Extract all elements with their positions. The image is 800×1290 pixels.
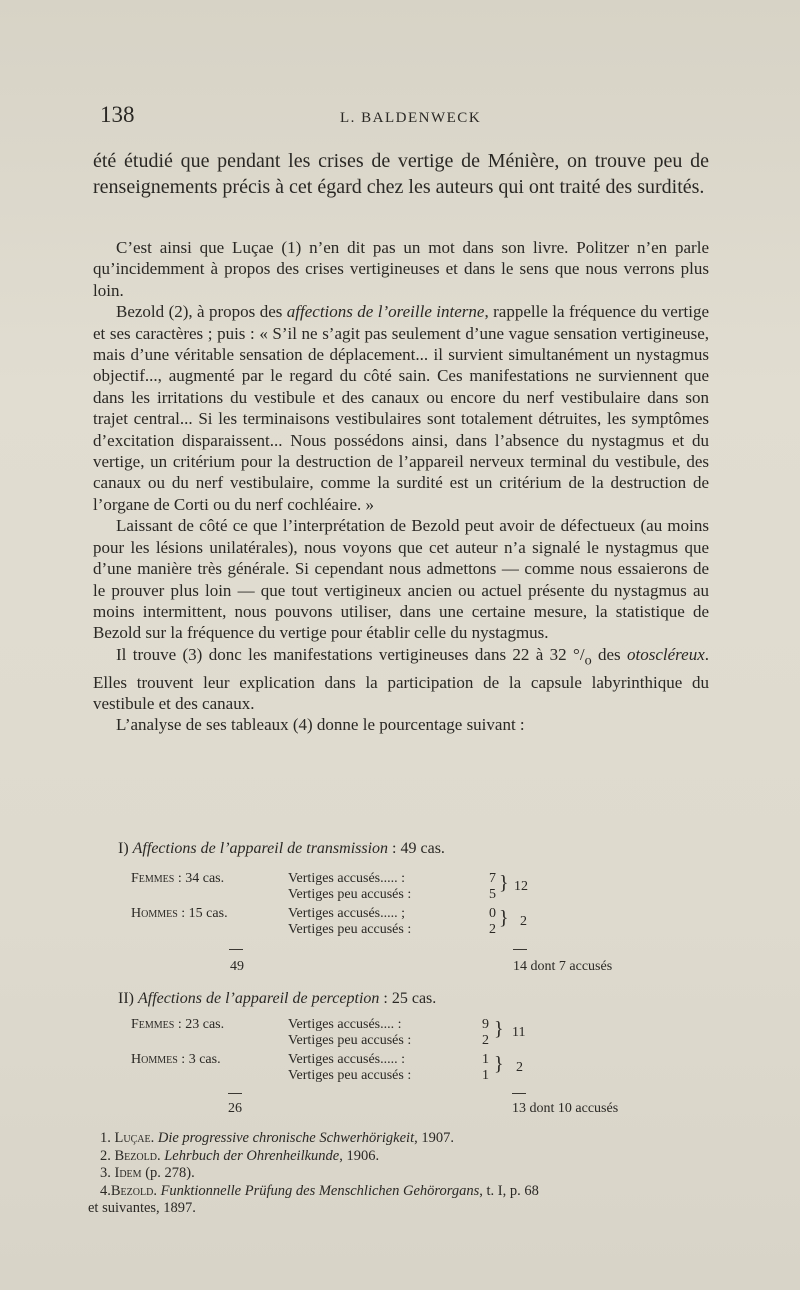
table1-sum-left: 49 xyxy=(230,959,244,974)
table2-value: 2 xyxy=(482,1033,489,1048)
paragraph-lucae: C’est ainsi que Luçae (1) n’en dit pas un mot dans son livre. Politzer n’en parle qu’incidemment à propos des crises vertigineuses et dans le sens que nous verrons plus loin. xyxy=(93,238,709,300)
table1-men-total: 2 xyxy=(520,914,527,929)
footnotes xyxy=(88,1130,728,1218)
table2-women-label: Femmes : 23 cas. xyxy=(131,1017,225,1032)
table2-men-total: 2 xyxy=(516,1060,523,1075)
table2-value: 1 xyxy=(482,1068,489,1083)
brace: } xyxy=(494,1053,504,1075)
paragraph-interpretation: Laissant de côté ce que l’interprétation de Bezold peut avoir de défectueux (au moins pour les lésions unilatérales), nous voyons que cet auteur n’a signalé le nystagmus que d’une manière très générale. Si cependant nous admettons — comme nous essaierons de le prouver plus loin — que tout vertigineux ancien ou actuel présente du nystagmus au moins intermittent, nous pouvons utiliser, dans une certaine mesure, la statistique de Bezold sur la fréquence du vertige pour établir celle du nystagmus. xyxy=(93,516,709,643)
brace: } xyxy=(499,907,509,929)
table2-value: 9 xyxy=(482,1017,489,1032)
table2-sum-left: 26 xyxy=(228,1101,242,1116)
paragraph-bezold: Bezold (2), à propos des affections de l’oreille interne, rappelle la fréquence du vertige et ses caractères ; puis : « S’il ne s’agit pas seulement d’une vague sensation vertigineuse, mais d’une véritable sensation de déplacement... il survient simultanément un nystagmus objectif..., augmenté par le regard du côté sain. Ces manifestations ne surviennent que dans les irritations du vestibule et des canaux ou encore du nerf vestibulaire dans son trajet central... Si les terminaisons vestibulaires sont totalement détruites, les symptômes d’excitation disparaissent... Nous possédons ainsi, dans l’absence du nystagmus et du vertige, un critérium pour la destruction de l’appareil nerveux terminal du vestibule, des canaux ou du nerf vestibulaire, comme la surdité est un critérium de la destruction de l’organe de Corti ou du nerf cochléaire. » xyxy=(93,302,709,514)
table1-row: Vertiges peu accusés : xyxy=(288,887,412,902)
table2-men-label: Hommes : 3 cas. xyxy=(131,1052,221,1067)
table1-value: 5 xyxy=(489,887,496,902)
paragraph-analysis: L’analyse de ses tableaux (4) donne le pourcentage suivant : xyxy=(116,715,525,735)
sum-rule xyxy=(512,1093,526,1094)
footnote-4: 4.Bezold. Funktionnelle Prüfung des Menschlichen Gehörorgans, t. I, p. 68 xyxy=(100,1182,539,1199)
paragraph-otosclerosis: Il trouve (3) donc les manifestations vertigineuses dans 22 à 32 $^\circ/_o$ des otoscléreux. Elles trouvent leur explication dans la participation de la capsule labyrinthique du vestibule et des canaux. xyxy=(93,644,709,713)
table1-value: 7 xyxy=(489,871,496,886)
footnote-4-continuation: et suivantes, 1897. xyxy=(88,1200,196,1217)
table1-value: 0 xyxy=(489,906,496,921)
running-header xyxy=(0,100,800,140)
table2-row: Vertiges accusés..... : xyxy=(288,1052,406,1067)
sum-rule xyxy=(513,949,527,950)
body-text xyxy=(93,237,709,736)
table2-sum-right: 13 dont 10 accusés xyxy=(512,1101,619,1116)
brace: } xyxy=(499,872,509,894)
table1-row: Vertiges peu accusés : xyxy=(288,922,412,937)
table1-women-total: 12 xyxy=(514,879,528,894)
table1-row: Vertiges accusés..... ; xyxy=(288,906,406,921)
table2-value: 1 xyxy=(482,1052,489,1067)
sum-rule xyxy=(228,1093,242,1094)
table2-row: Vertiges peu accusés : xyxy=(288,1033,412,1048)
brace: } xyxy=(494,1018,504,1040)
table1-value: 2 xyxy=(489,922,496,937)
table1-row: Vertiges accusés..... : xyxy=(288,871,406,886)
running-title: L. BALDENWECK xyxy=(340,110,482,126)
lead-paragraph: été étudié que pendant les crises de vertige de Ménière, on trouve peu de renseignements précis à cet égard chez les auteurs qui ont traité des surdités. xyxy=(93,150,709,198)
table1-men-label: Hommes : 15 cas. xyxy=(131,906,228,921)
table1-heading: I) Affections de l’appareil de transmission : 49 cas. xyxy=(118,840,445,857)
table2-row: Vertiges peu accusés : xyxy=(288,1068,412,1083)
footnote-2: 2. Bezold. Lehrbuch der Ohrenheilkunde, 1906. xyxy=(100,1147,380,1164)
table1-sum-right: 14 dont 7 accusés xyxy=(513,959,613,974)
footnote-3: 3. Idem (p. 278). xyxy=(100,1165,195,1182)
table2-women-total: 11 xyxy=(512,1025,526,1040)
page-number: 138 xyxy=(100,102,135,127)
footnote-1: 1. Luçae. Die progressive chronische Schwerhörigkeit, 1907. xyxy=(100,1130,454,1146)
table2-row: Vertiges accusés.... : xyxy=(288,1017,402,1032)
table2-heading: II) Affections de l’appareil de perception : 25 cas. xyxy=(118,990,437,1007)
sum-rule xyxy=(229,949,243,950)
table1-women-label: Femmes : 34 cas. xyxy=(131,871,225,886)
